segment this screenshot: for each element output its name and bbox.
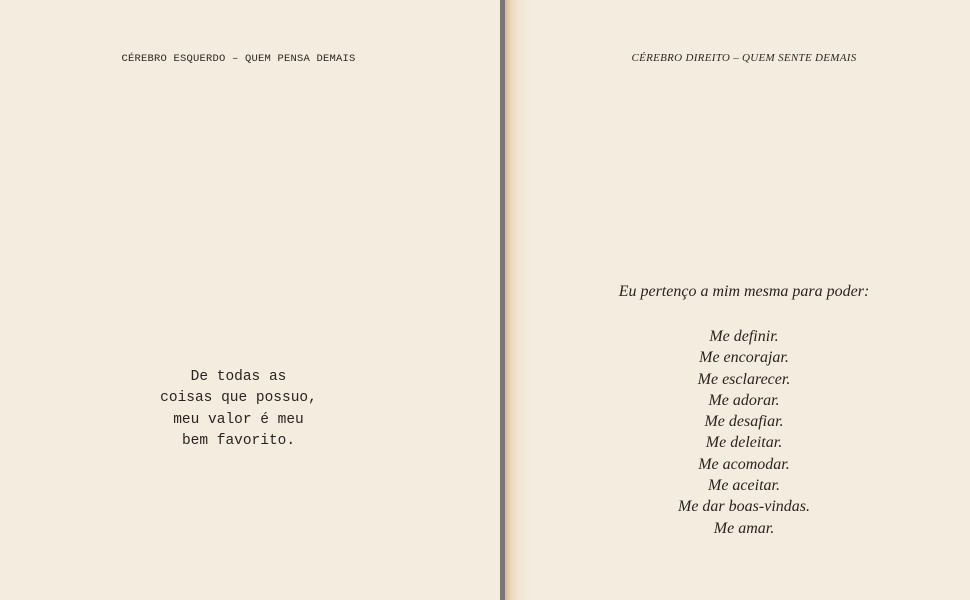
right-page-intro: Eu pertenço a mim mesma para poder: <box>618 283 870 300</box>
quote-line: De todas as <box>190 369 287 385</box>
affirmation-list <box>505 326 970 539</box>
affirmation-item: Me deleitar. <box>705 434 783 452</box>
quote-line: meu valor é meu <box>173 411 304 428</box>
affirmation-item: Me amar. <box>713 519 775 537</box>
right-page <box>505 0 970 600</box>
affirmation-item: Me adorar. <box>708 391 780 409</box>
affirmation-item: Me acomodar. <box>698 455 790 473</box>
affirmation-item: Me definir. <box>709 328 779 345</box>
right-page-header: CÉREBRO DIREITO – QUEM SENTE DEMAIS <box>631 52 857 64</box>
affirmation-item: Me aceitar. <box>708 477 780 495</box>
quote-line: bem favorito. <box>181 432 296 449</box>
quote-line: coisas que possuo, <box>160 390 317 407</box>
left-page-quote <box>0 367 477 452</box>
affirmation-item: Me desafiar. <box>704 413 784 431</box>
affirmation-item: Me encorajar. <box>699 349 789 367</box>
affirmation-item: Me dar boas-vindas. <box>678 498 810 516</box>
left-page-header: CÉREBRO ESQUERDO – QUEM PENSA DEMAIS <box>121 53 356 65</box>
affirmation-item: Me esclarecer. <box>697 370 791 388</box>
